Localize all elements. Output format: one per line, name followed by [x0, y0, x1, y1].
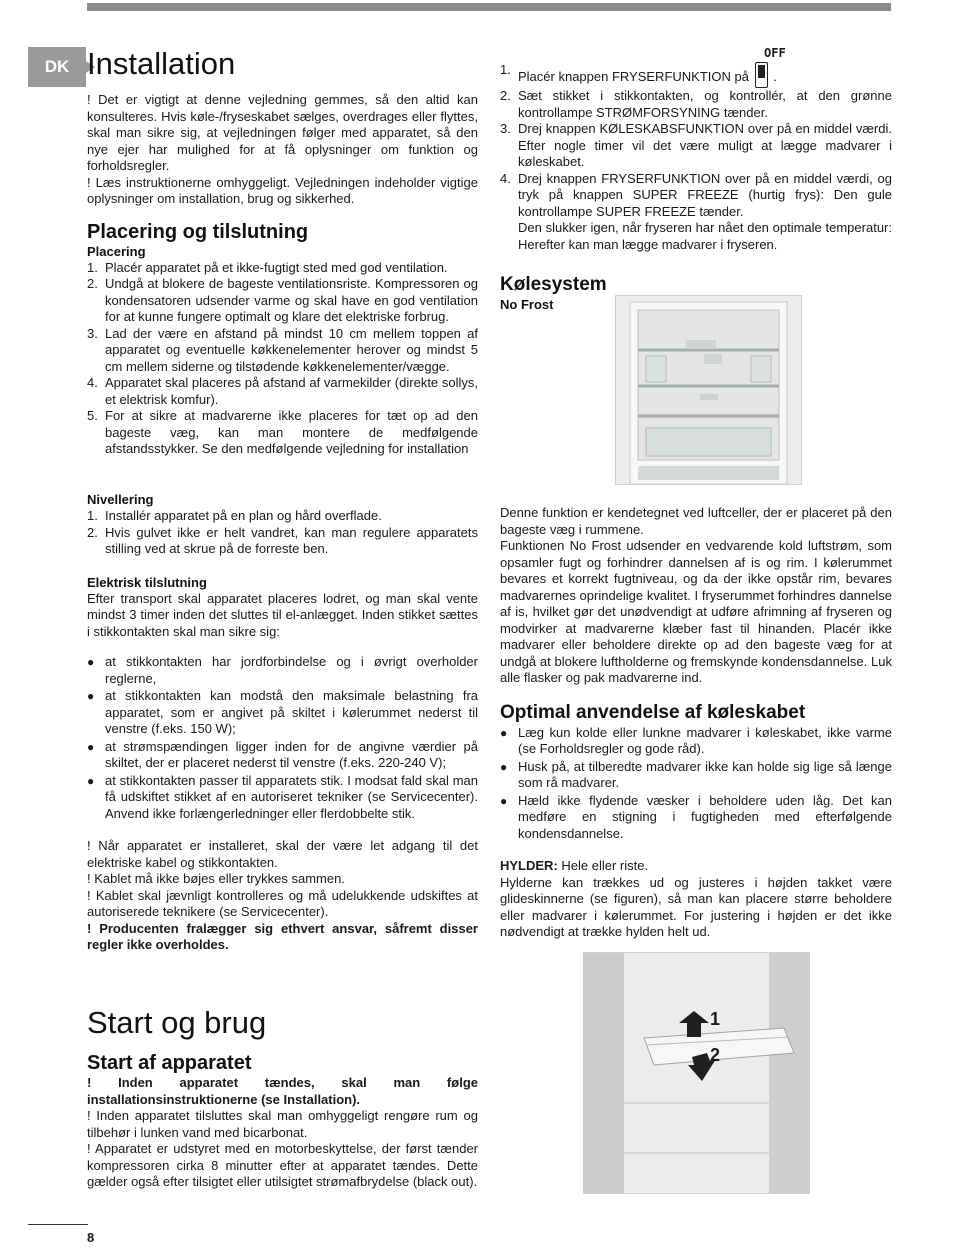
placering-subtitle: Placering	[87, 243, 146, 259]
list-item: 1. Placér knappen FRYSERFUNKTION på .	[500, 62, 892, 88]
fridge-interior-figure	[615, 295, 802, 485]
start-title: Start og brug	[87, 1005, 267, 1040]
steps-list	[500, 46, 892, 220]
elektrisk-note-4: ! Producenten fralægger sig ethvert ansvar, såfremt disser regler ikke overholdes.	[87, 920, 478, 952]
kolesystem-p2: Funktionen No Frost udsender en vedvarende kold luftstrøm, som opsamler fugt og forhindrer dannelsen af is og rim. I kølerummet bevares et korrekt fugtniveau, og da der ikke opstår rim, bevares madvarernes oprindelige kvalitet. I fryserummet forhindres dannelse af is, hvilket gør det unødvendigt at udføre afrimning af fryseren og modvirker at madvarerne klæber fast til hinanden. Placér ikke madvarer eller beholdere direkte op ad den bageste væg for at undgå at blokere luftholderne og fremskynde kondensdannelse. Luk alle flasker og pak madvarerne ind.	[500, 538, 892, 685]
list-item: ● at stikkontakten kan modstå den maksimale belastning fra apparatet, som er angivet på skiltet i kølerummet nederst til venstre (f.eks. 150 W);	[87, 688, 478, 736]
start-steps-section	[500, 46, 892, 313]
footer-rule	[28, 1224, 88, 1225]
kolesystem-p1: Denne funktion er kendetegnet ved luftceller, der er placeret på den bageste væg i rummene.	[500, 505, 892, 537]
start-note-3: ! Apparatet er udstyret med en motorbeskyttelse, der først tænder kompressoren cirka 8 minutter efter at apparatet tændes. Dette gælder også efter tilsigtet eller utilsigtet strømafbrydelse (black out).	[87, 1141, 478, 1189]
arrow-2-label: 2	[710, 1045, 721, 1065]
list-item: ● at strømspændingen ligger inden for de angivne værdier på skiltet, der er placeret nederst til venstre (f.eks. 220-240 V);	[87, 738, 478, 770]
list-item: ● at stikkontakten har jordforbindelse og i øvrigt overholder reglerne,	[87, 654, 478, 686]
elektrisk-note-2: ! Kablet må ikke bøjes eller trykkes sammen.	[87, 871, 345, 886]
list-item: ● Husk på, at tilberedte madvarer ikke kan holde sig lige så længe som rå madvarer.	[500, 758, 892, 790]
nivellering-title: Nivellering	[87, 492, 154, 507]
arrow-1-label: 1	[710, 1009, 721, 1029]
hylder-label-line: HYLDER: Hele eller riste.	[500, 858, 649, 873]
start-section	[87, 1006, 478, 1191]
list-item: ● Hæld ikke flydende væsker i beholdere uden låg. Det kan medføre en stigning i fugtigheden med efterfølgende kondensdannelse.	[500, 792, 892, 841]
list-item: 3. Lad der være en afstand på mindst 10 cm mellem toppen af apparatet og eventuelle køkkenelementer herover og mindst 5 cm mellem siderne og tilstødende køkkenelementer/vægge.	[87, 325, 478, 374]
off-switch-icon	[755, 62, 768, 88]
elektrisk-intro: Efter transport skal apparatet placeres lodret, og man skal vente mindst 3 timer inden det sluttes til el-anlægget. Inden stikket sættes i stikkontakten skal man sikre sig:	[87, 590, 478, 639]
kolesystem-subtitle: No Frost	[500, 297, 554, 312]
list-item: 1. Installér apparatet på en plan og hård overflade.	[87, 508, 382, 523]
elektrisk-bullets	[87, 654, 478, 822]
list-item: 4. Drej knappen FRYSERFUNKTION over på en middel værdi, og tryk på knappen SUPER FREEZE (hurtig frys): Den gule kontrollampe SUPER FREEZE tænder.	[500, 170, 892, 219]
hylder-text: Hylderne kan trækkes ud og justeres i højden takket være glideskinnerne (se figuren), så man kan placere større beholdere eller madvarer i kølerummet. For justering i højden er det ikke nødvendigt at trække hylden helt ud.	[500, 874, 892, 939]
fridge-interior-illustration	[616, 296, 801, 484]
placering-title: Placering og tilslutning	[87, 220, 309, 243]
elektrisk-note-1: ! Når apparatet er installeret, skal der være let adgang til det elektriske kabel og stikkontakten.	[87, 838, 478, 870]
start-subtitle: Start af apparatet	[87, 1052, 252, 1074]
list-item: 3. Drej knappen KØLESKABSFUNKTION over på en middel værdi. Efter nogle timer vil det være muligt at lægge madvarer i køleskabet.	[500, 121, 892, 169]
installation-title: Installation	[87, 46, 236, 81]
page-number: 8	[87, 1230, 95, 1245]
list-item: 1. Placér apparatet på et ikke-fugtigt sted med god ventilation.	[87, 259, 448, 275]
list-item: 2. Hvis gulvet ikke er helt vandret, kan man regulere apparatets stilling ved at skrue på de forreste ben.	[87, 524, 478, 556]
elektrisk-note-3: ! Kablet skal jævnligt kontrolleres og må udelukkende udskiftes at autoriserede teknikere (se Servicecenter).	[87, 887, 478, 919]
placering-list	[87, 260, 478, 458]
off-label: OFF	[764, 46, 786, 60]
installation-section	[87, 47, 478, 458]
list-item: 5. For at sikre at madvarerne ikke placeres for tæt op ad den bageste væg, kan man montere de medfølgende afstandsstykker. Se den medfølgende vejledning for installation	[87, 408, 478, 456]
start-note-2: ! Inden apparatet tilsluttes skal man omhyggeligt rengøre rum og tilbehør i lunken vand med bicarbonat.	[87, 1108, 478, 1140]
list-item: 2. Undgå at blokere de bageste ventilationsriste. Kompressoren og kondensatoren udsender varme og skal have en god ventilation for at kunne fungere optimalt og klare det elektriske forbrug.	[87, 276, 478, 324]
list-item: 2. Sæt stikket i stikkontakten, og kontrollér, at den grønne kontrollampe STRØMFORSYNING tænder.	[500, 88, 892, 120]
list-item: 4. Apparatet skal placeres på afstand af varmekilder (direkte sollys, et elektrisk komfur).	[87, 375, 478, 407]
steps-after: Den slukker igen, når fryseren har nået den optimale temperatur: Herefter kan man lægge madvarer i fryseren.	[518, 220, 892, 252]
installation-intro-1: ! Det er vigtigt at denne vejledning gemmes, så den altid kan konsulteres. Hvis køle-/fryseskabet sælges, overdrages eller flyttes, skal man sikre sig, at vejledningen følger med apparatet, så den nye ejer har mulighed for at få oplysninger om funktion og forholdsregler.	[87, 92, 478, 173]
top-header-bar	[87, 3, 891, 11]
nivellering-list	[87, 508, 478, 558]
optimal-title: Optimal anvendelse af køleskabet	[500, 701, 806, 723]
list-item: ● Læg kun kolde eller lunkne madvarer i køleskabet, ikke varme (se Forholdsregler og gode råd).	[500, 724, 892, 756]
kolesystem-body	[500, 505, 892, 941]
optimal-bullets	[500, 725, 892, 843]
kolesystem-title: Kølesystem	[500, 274, 607, 295]
list-item: ● at stikkontakten passer til apparatets stik. I modsat fald skal man få udskiftet stikket af en autoriseret tekniker (se Servicecenter). Anvend ikke forlængerledninger eller flerdobbelte stik.	[87, 772, 478, 821]
nivellering-section	[87, 492, 478, 954]
language-tab: DK	[28, 47, 86, 87]
shelf-adjust-figure	[583, 952, 810, 1194]
start-note-1: ! Inden apparatet tændes, skal man følge installationsinstruktionerne (se Installation).	[87, 1075, 478, 1107]
installation-intro-2: ! Læs instruktionerne omhyggeligt. Vejledningen indeholder vigtige oplysninger om installation, brug og sikkerhed.	[87, 174, 478, 206]
elektrisk-title: Elektrisk tilslutning	[87, 574, 207, 590]
shelf-adjust-illustration	[584, 953, 809, 1193]
